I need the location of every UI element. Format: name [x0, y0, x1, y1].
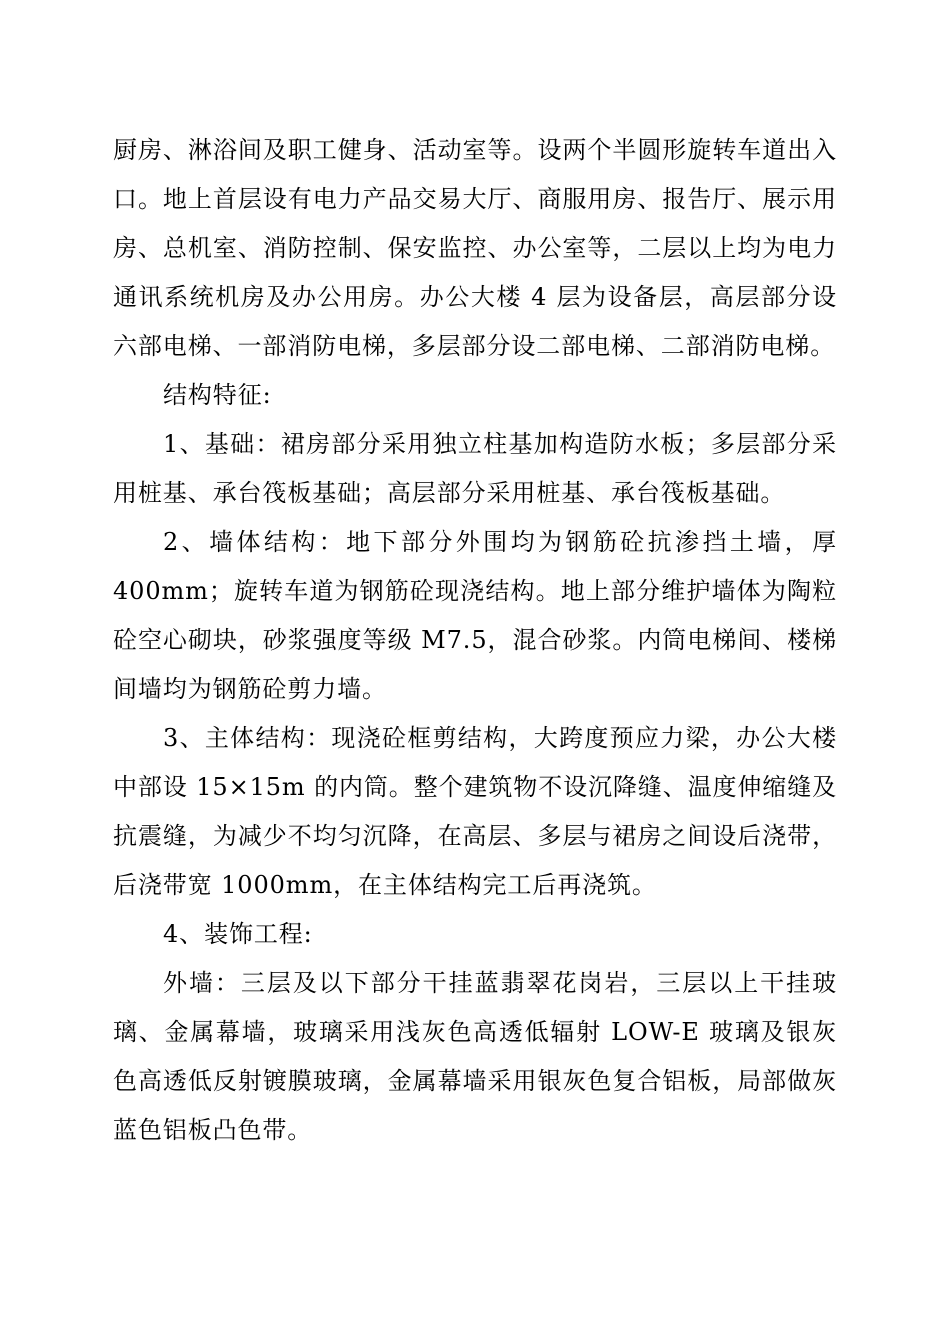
- paragraph-decoration-heading: 4、装饰工程:: [163, 920, 313, 948]
- paragraph-wall-structure: 2、墙体结构：地下部分外围均为钢筋砼抗渗挡土墙，厚 400mm；旋转车道为钢筋砼现浇结构。地上部分维护墙体为陶粒砼空心砌块，砂浆强度等级 M7.5，混合砂浆。内筒电梯间、楼梯间墙均为钢筋砼剪力墙。: [113, 528, 837, 703]
- paragraph-structure-heading: 结构特征:: [163, 381, 272, 409]
- document-body: [113, 126, 837, 1155]
- paragraph-building-layout: 厨房、淋浴间及职工健身、活动室等。设两个半圆形旋转车道出入口。地上首层设有电力产品交易大厅、商服用房、报告厅、展示用房、总机室、消防控制、保安监控、办公室等，二层以上均为电力通讯系统机房及办公用房。办公大楼 4 层为设备层，高层部分设六部电梯、一部消防电梯，多层部分设二部电梯、二部消防电梯。: [113, 136, 837, 360]
- paragraph-main-structure: 3、主体结构：现浇砼框剪结构，大跨度预应力梁，办公大楼中部设 15×15m 的内筒。整个建筑物不设沉降缝、温度伸缩缝及抗震缝，为减少不均匀沉降，在高层、多层与裙房之间设后浇带，后浇带宽 1000mm，在主体结构完工后再浇筑。: [113, 724, 838, 899]
- paragraph-foundation: 1、基础：裙房部分采用独立柱基加构造防水板；多层部分采用桩基、承台筏板基础；高层部分采用桩基、承台筏板基础。: [113, 430, 837, 507]
- paragraph-exterior-wall: 外墙：三层及以下部分干挂蓝翡翠花岗岩，三层以上干挂玻璃、金属幕墙，玻璃采用浅灰色高透低辐射 LOW-E 玻璃及银灰色高透低反射镀膜玻璃，金属幕墙采用银灰色复合铝板，局部做灰蓝色铝板凸色带。: [113, 969, 837, 1144]
